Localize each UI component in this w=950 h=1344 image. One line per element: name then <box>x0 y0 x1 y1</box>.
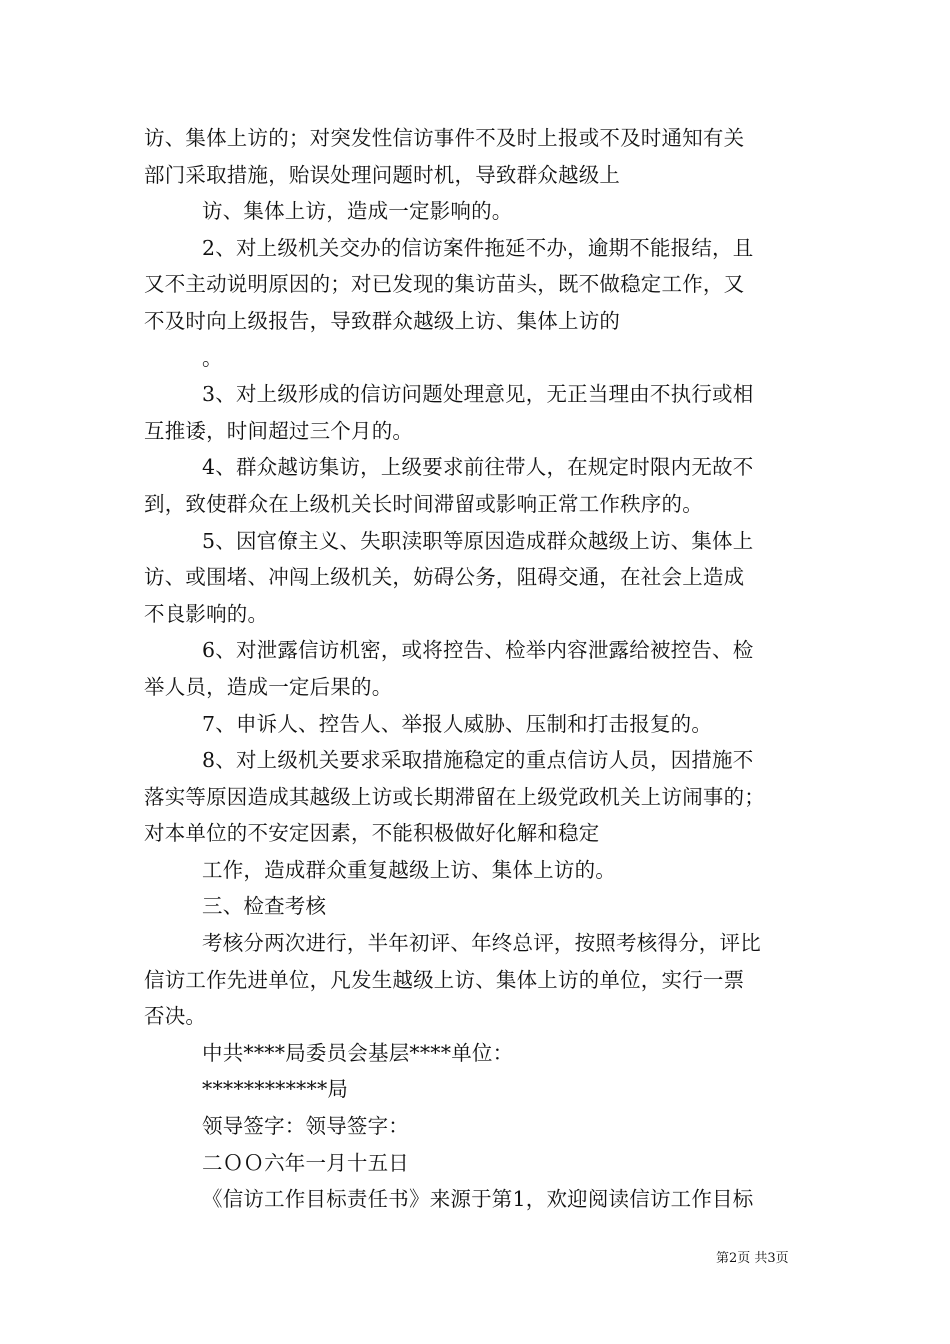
document-date: 二ＯＯ六年一月十五日 <box>202 1150 409 1175</box>
text-line: 落实等原因造成其越级上访或长期滞留在上级党政机关上访闹事的； <box>144 784 765 809</box>
text-line: 《信访工作目标责任书》来源于第1，欢迎阅读信访工作目标 <box>202 1187 754 1212</box>
text-line: 不及时向上级报告，导致群众越级上访、集体上访的 <box>144 308 621 333</box>
text-line: 信访工作先进单位，凡发生越级上访、集体上访的单位，实行一票 <box>144 967 745 992</box>
text-line: 否决。 <box>144 1004 207 1029</box>
text-line: 部门采取措施，贻误处理问题时机，导致群众越级上 <box>144 162 621 187</box>
text-line: 工作，造成群众重复越级上访、集体上访的。 <box>202 857 616 882</box>
text-line: 8、对上级机关要求采取措施稳定的重点信访人员，因措施不 <box>202 748 754 773</box>
text-line: 7、申诉人、控告人、举报人威胁、压制和打击报复的。 <box>202 711 713 736</box>
text-line: 对本单位的不安定因素，不能积极做好化解和稳定 <box>144 821 600 846</box>
text-line: 互推诿，时间超过三个月的。 <box>144 418 414 443</box>
text-line: 又不主动说明原因的；对已发现的集访苗头，既不做稳定工作，又 <box>144 272 745 297</box>
text-line: 到，致使群众在上级机关长时间滞留或影响正常工作秩序的。 <box>144 491 703 516</box>
text-line: 不良影响的。 <box>144 601 269 626</box>
text-line: 访、集体上访的；对突发性信访事件不及时上报或不及时通知有关 <box>144 126 745 150</box>
document-body <box>144 120 814 1218</box>
text-line: 4、群众越访集访，上级要求前往带人，在规定时限内无故不 <box>202 455 754 480</box>
text-line: 2、对上级机关交办的信访案件拖延不办，逾期不能报结，且 <box>202 235 754 260</box>
text-line: 考核分两次进行，半年初评、年终总评，按照考核得分，评比 <box>202 931 761 956</box>
page-number: 第2页 共3页 <box>716 1251 789 1266</box>
text-line: 访、集体上访，造成一定影响的。 <box>202 199 513 224</box>
text-line: 5、因官僚主义、失职渎职等原因造成群众越级上访、集体上 <box>202 528 754 553</box>
section-heading: 三、检查考核 <box>202 894 327 919</box>
text-line: 3、对上级形成的信访问题处理意见，无正当理由不执行或相 <box>202 382 754 407</box>
signature-bureau: ************局 <box>202 1077 349 1102</box>
signature-org: 中共****局委员会基层****单位： <box>202 1040 514 1065</box>
text-line: 。 <box>202 345 223 370</box>
signature-leaders: 领导签字：领导签字： <box>202 1114 409 1139</box>
text-line: 举人员，造成一定后果的。 <box>144 674 393 699</box>
text-line: 6、对泄露信访机密，或将控告、检举内容泄露给被控告、检 <box>202 638 754 663</box>
text-line: 访、或围堵、冲闯上级机关，妨碍公务，阻碍交通，在社会上造成 <box>144 565 745 590</box>
